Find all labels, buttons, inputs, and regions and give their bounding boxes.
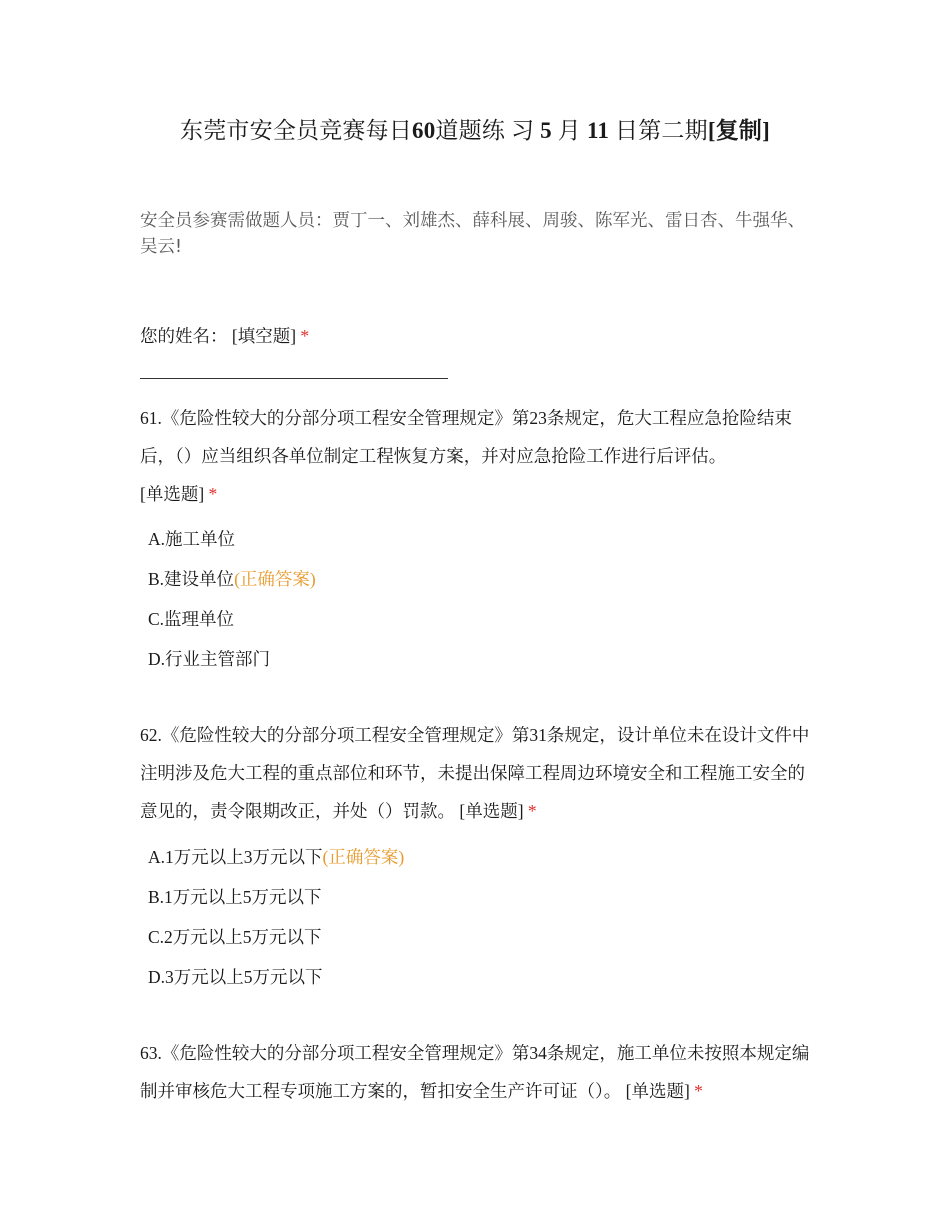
title-month: 5	[540, 118, 552, 143]
option-a[interactable]	[148, 843, 404, 871]
question-text	[140, 399, 820, 513]
option-a[interactable]	[148, 525, 235, 553]
intro-text: 安全员参赛需做题人员：贾丁一、刘雄杰、薛科展、周骏、陈军光、雷日杏、牛强华、吴云!	[140, 211, 805, 257]
question-text	[140, 716, 820, 830]
name-question	[140, 322, 820, 350]
title-mid: 道题练 习	[435, 118, 535, 143]
question-63	[140, 1034, 820, 1110]
question-type-tag: [填空题]	[231, 326, 297, 346]
option-label: A.施工单位	[148, 529, 236, 549]
required-marker: *	[208, 484, 218, 504]
question-stem: 62.《危险性较大的分部分项工程安全管理规定》第31条规定，设计单位未在设计文件中注明涉及危大工程的重点部位和环节，未提出保障工程周边环境安全和工程施工安全的意见的，责令限期改正，并处（）罚款。	[140, 725, 810, 821]
option-label: A.1万元以上3万元以下	[148, 847, 323, 867]
correct-answer-note: (正确答案)	[234, 569, 316, 589]
option-label: B.1万元以上5万元以下	[148, 887, 322, 907]
option-b[interactable]	[148, 565, 316, 593]
question-type-tag: [单选题]	[625, 1081, 690, 1101]
question-62	[140, 716, 820, 830]
option-label: C.2万元以上5万元以下	[148, 927, 322, 947]
name-question-label: 您的姓名：	[140, 326, 228, 346]
title-month-unit: 月	[557, 118, 581, 143]
title-count: 60	[412, 118, 436, 143]
question-type-tag: [单选题]	[459, 801, 524, 821]
option-label: D.行业主管部门	[148, 649, 271, 669]
option-label: D.3万元以上5万元以下	[148, 967, 323, 987]
required-marker: *	[300, 326, 310, 346]
title-day-unit: 日第二期	[615, 118, 708, 143]
question-text	[140, 1034, 820, 1110]
required-marker: *	[694, 1081, 703, 1101]
question-type-tag: [单选题]	[140, 484, 205, 504]
question-61	[140, 399, 820, 513]
name-input-line[interactable]	[140, 378, 448, 379]
title-day: 11	[586, 118, 610, 143]
question-stem: 63.《危险性较大的分部分项工程安全管理规定》第34条规定，施工单位未按照本规定编制并审核危大工程专项施工方案的，暂扣安全生产许可证（）。	[140, 1043, 810, 1101]
option-d[interactable]	[148, 963, 323, 991]
option-c[interactable]	[148, 605, 234, 633]
option-label: C.监理单位	[148, 609, 235, 629]
correct-answer-note: (正确答案)	[322, 847, 405, 867]
option-d[interactable]	[148, 645, 270, 673]
option-c[interactable]	[148, 923, 322, 951]
title-prefix: 东莞市安全员竞赛每日	[180, 118, 413, 143]
option-b[interactable]	[148, 883, 322, 911]
question-stem: 61.《危险性较大的分部分项工程安全管理规定》第23条规定，危大工程应急抢险结束后，（）应当组织各单位制定工程恢复方案，并对应急抢险工作进行后评估。	[140, 408, 792, 466]
title-suffix: [复制]	[707, 118, 770, 143]
option-label: B.建设单位	[148, 569, 235, 589]
required-marker: *	[527, 801, 537, 821]
page-title	[0, 112, 950, 145]
